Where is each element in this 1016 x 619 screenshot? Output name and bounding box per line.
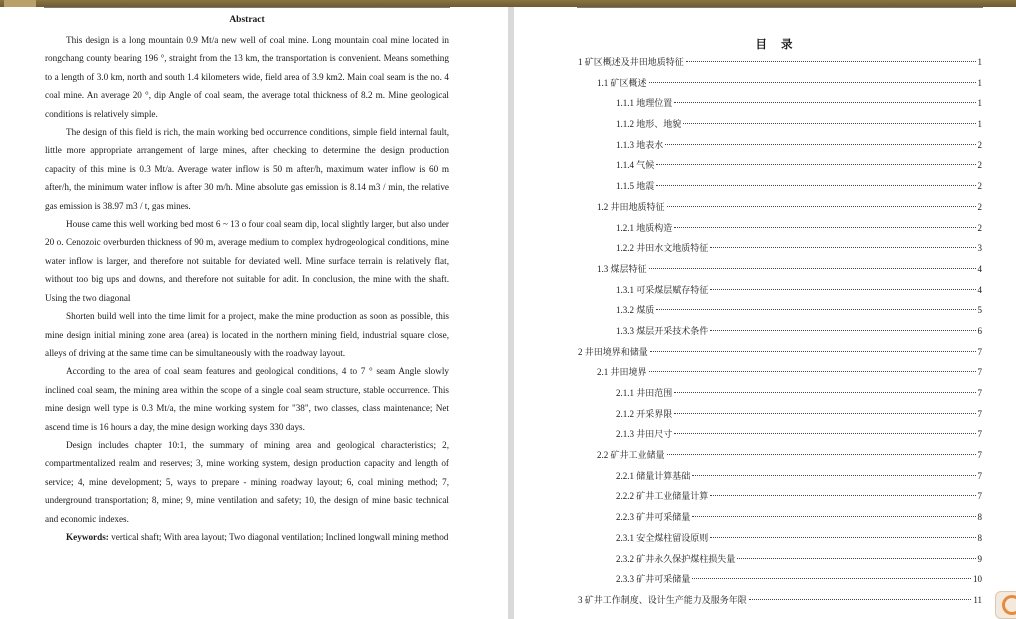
toc-leader-dots	[692, 516, 975, 517]
toc-entry-page: 8	[977, 532, 982, 543]
toc-leader-dots	[692, 578, 971, 579]
page-top-rule	[44, 7, 450, 8]
toc-entry-text: 2.2.3 矿井可采储量	[616, 512, 691, 523]
toc-leader-dots	[649, 268, 976, 269]
toc-leader-dots	[649, 371, 976, 372]
toc-entry-page: 7	[977, 367, 982, 378]
toc-entry-page: 8	[977, 512, 982, 523]
toc-entry-text: 2.3.1 安全煤柱留设原则	[616, 532, 709, 543]
abstract-keywords	[45, 528, 449, 546]
toc-entry[interactable]	[578, 590, 982, 611]
toc-entry-text: 1.3.2 煤质	[616, 305, 655, 316]
toc-entry-text: 2.2 矿井工业储量	[597, 450, 665, 461]
toc-entry-page: 2	[977, 139, 982, 150]
toc-entry-text: 2.1.3 井田尺寸	[616, 429, 673, 440]
toc-entry-text: 2.3.2 矿井永久保护煤柱损失量	[616, 553, 736, 564]
toc-entry[interactable]	[578, 155, 982, 176]
toc-leader-dots	[674, 102, 975, 103]
toc-leader-dots	[674, 227, 975, 228]
toc-entry-text: 2.1.2 开采界限	[616, 408, 673, 419]
toc-title: 目录	[755, 39, 807, 51]
toc-leader-dots	[656, 309, 975, 310]
toc-entry[interactable]	[578, 383, 982, 404]
toc-entry[interactable]	[578, 528, 982, 549]
toc-entry-text: 2.2.2 矿井工业储量计算	[616, 491, 709, 502]
toc-entry-page: 1	[977, 119, 982, 130]
toc-entry-text: 1.3.3 煤层开采技术条件	[616, 325, 709, 336]
toc-entry[interactable]	[578, 321, 982, 342]
toc-entry[interactable]	[578, 424, 982, 445]
toc-entry-page: 9	[977, 553, 982, 564]
toc-entry[interactable]	[578, 507, 982, 528]
toc-leader-dots	[674, 392, 975, 393]
toc-entry-text: 2.1.1 井田范围	[616, 388, 673, 398]
toc-leader-dots	[710, 537, 975, 538]
toc-entry-page: 6	[977, 325, 982, 336]
toc-entry-page: 7	[977, 346, 982, 357]
toc-leader-dots	[656, 164, 975, 165]
toc-entry-page: 7	[977, 470, 982, 481]
toc-entry-text: 1.1.5 地震	[616, 181, 655, 192]
scroll-thumb[interactable]	[4, 0, 36, 7]
toc-entry-text: 3 矿井工作制度、设计生产能力及服务年限	[578, 594, 747, 605]
toc-entry-page: 10	[973, 574, 982, 585]
viewer-badge-icon[interactable]	[995, 591, 1016, 619]
abstract-paragraph: This design is a long mountain 0.9 Mt/a new well of coal mine. Long mountain coal mine located in rongchang county bearing 196 °, straight from the 13 km, the transportation is convenient. Means something to a length of 3.0 km, north and south 1.4 kilometers wide, field area of 3.9 km2. Main coal seam is the no. 4 coal mine. An average 20 °, dip Angle of coal seam, the average total thickness of 8.2 m. Mine geological conditions is relatively simple.	[45, 35, 449, 119]
toc-leader-dots	[692, 475, 975, 476]
toc-entry-page: 5	[977, 305, 982, 316]
toc-leader-dots	[667, 454, 976, 455]
toc-leader-dots	[656, 185, 975, 186]
toc-entry-page: 2	[977, 181, 982, 192]
toc-entry[interactable]	[578, 259, 982, 280]
toc-entry-text: 1.1.1 地理位置	[616, 98, 673, 109]
abstract-paragraph: Design includes chapter 10:1, the summary of mining area and geological characteristics; 2, compartmentalized realm and reserves; 3, mine working system, design production capacity and length of service; 4, mine development; 5, ways to prepare - mining roadway layout; 6, coal mining method; 7, underground transportation; 8, mine; 9, mine ventilation and safety; 10, the design of mine basic technical and economic indexes.	[45, 439, 449, 524]
toc-entry[interactable]	[578, 549, 982, 570]
page-top-rule	[577, 7, 983, 8]
abstract-paragraph: The design of this field is rich, the main working bed occurrence conditions, simple field internal fault, little more appropriate arrangement of large mines, after checking to determine the design production capacity of this mine is 0.3 Mt/a. Average water inflow is 50 m after/h, maximum water inflow is 60 m after/h, the minimum water inflow is after 30 m/h. Mine absolute gas emission is 8.14 m3 / min, the relative gas emission is 38.97 m3 / t, gas mines.	[45, 127, 449, 211]
toc-entry[interactable]	[578, 569, 982, 590]
toc-entry[interactable]	[578, 176, 982, 197]
abstract-paragraph: According to the area of coal seam features and geological conditions, 4 to 7 ° seam Angle slowly inclined coal seam, the mining area within the scope of a single coal seam structure, stable occurrence. This mine design well type is 0.3 Mt/a, the mine working system for "38", two classes, class maintenance; Net ascend time is 16 hours a day, the mine design working days 330 days.	[45, 366, 449, 432]
toc-entry-page: 1	[977, 98, 982, 109]
toc-leader-dots	[674, 413, 975, 414]
toc-leader-dots	[710, 247, 975, 248]
toc-entry[interactable]	[578, 404, 982, 425]
toc-entry-page: 3	[977, 243, 982, 254]
toc-entry-text: 2.1 井田境界	[597, 367, 647, 378]
toc-entry-page: 7	[977, 388, 982, 398]
toc-leader-dots	[710, 289, 975, 290]
toc-entry-text: 2.3.3 矿井可采储量	[616, 574, 691, 585]
toc-entry[interactable]	[578, 93, 982, 114]
toc-leader-dots	[710, 495, 975, 496]
toc-leader-dots	[650, 351, 976, 352]
abstract-title: Abstract	[229, 15, 265, 25]
viewer-toolbar-strip	[0, 0, 1016, 7]
toc-entry[interactable]	[578, 445, 982, 466]
toc-entry-text: 1.2 井田地质特征	[597, 201, 665, 212]
toc-entry[interactable]	[578, 486, 982, 507]
toc-entry-page: 2	[977, 222, 982, 233]
toc-entry-text: 1.1.3 地表水	[616, 139, 664, 150]
abstract-paragraph: Shorten build well into the time limit for a project, make the mine production as soon as possible, this mine design initial mining zone area (area) is located in the northern mining field, industrial square close, alleys of driving at the same time can be simultaneously with the roadway layout.	[45, 311, 449, 358]
toc-entry-text: 1.1 矿区概述	[597, 77, 647, 88]
toc-entry[interactable]	[578, 73, 982, 94]
toc-entry[interactable]	[578, 466, 982, 487]
toc-leader-dots	[683, 123, 975, 124]
toc-entry[interactable]	[578, 238, 982, 259]
keywords-text: vertical shaft; With area layout; Two diagonal ventilation; Inclined longwall mining method	[108, 531, 449, 542]
toc-entry-page: 4	[977, 284, 982, 295]
toc-leader-dots	[737, 558, 975, 559]
toc-entry-page: 4	[977, 263, 982, 274]
toc-entry[interactable]	[578, 280, 982, 301]
abstract-section	[45, 9, 449, 546]
toc-entry-text: 1.3.1 可采煤层赋存特征	[616, 284, 709, 295]
toc-leader-dots	[674, 433, 975, 434]
toc-leader-dots	[749, 599, 972, 600]
toc-entry-page: 7	[977, 429, 982, 440]
toc-entry-text: 2 井田境界和储量	[578, 346, 648, 357]
toc-leader-dots	[686, 61, 976, 62]
toc-leader-dots	[649, 82, 976, 83]
toc-entry-page: 11	[973, 594, 982, 605]
toc-entry-page: 7	[977, 408, 982, 419]
toc-entry[interactable]	[578, 342, 982, 363]
toc-entry-page: 2	[977, 201, 982, 212]
toc-leader-dots	[667, 206, 976, 207]
toc-leader-dots	[665, 144, 975, 145]
abstract-paragraph: House came this well working bed most 6 ~ 13 o four coal seam dip, local slightly larger, but also under 20 o. Cenozoic overburden thickness of 90 m, average medium to complex hydrogeological conditions, mine water inflow is larger, and therefore not suitable for deviated well. Mine surface terrain is relatively flat, without too big ups and downs, and therefore not suitable for adit. In conclusion, the mine with the shaft. Using the two diagonal	[45, 219, 449, 303]
toc-entry-text: 1.2.1 地质构造	[616, 222, 673, 233]
toc-entry-page: 7	[977, 450, 982, 461]
toc-entry[interactable]	[578, 218, 982, 239]
toc-entry-page: 7	[977, 491, 982, 502]
toc-entry[interactable]	[578, 300, 982, 321]
toc-entry-text: 2.2.1 储量计算基础	[616, 470, 691, 481]
keywords-label: Keywords:	[66, 531, 109, 542]
toc-entry[interactable]	[578, 135, 982, 156]
toc-leader-dots	[710, 330, 975, 331]
toc-entry-text: 1.1.4 气候	[616, 160, 655, 171]
toc-entry-text: 1 矿区概述及井田地质特征	[578, 57, 684, 67]
toc-entry-text: 1.2.2 井田水文地质特征	[616, 243, 709, 254]
toc-entry-page: 1	[977, 77, 982, 88]
table-of-contents	[578, 52, 982, 611]
toc-entry-page: 1	[977, 57, 982, 67]
toc-entry[interactable]	[578, 197, 982, 218]
toc-entry[interactable]	[578, 52, 982, 73]
toc-entry[interactable]	[578, 362, 982, 383]
toc-entry-text: 1.3 煤层特征	[597, 263, 647, 274]
toc-entry[interactable]	[578, 114, 982, 135]
toc-entry-page: 2	[977, 160, 982, 171]
toc-entry-text: 1.1.2 地形、地貌	[616, 119, 682, 130]
